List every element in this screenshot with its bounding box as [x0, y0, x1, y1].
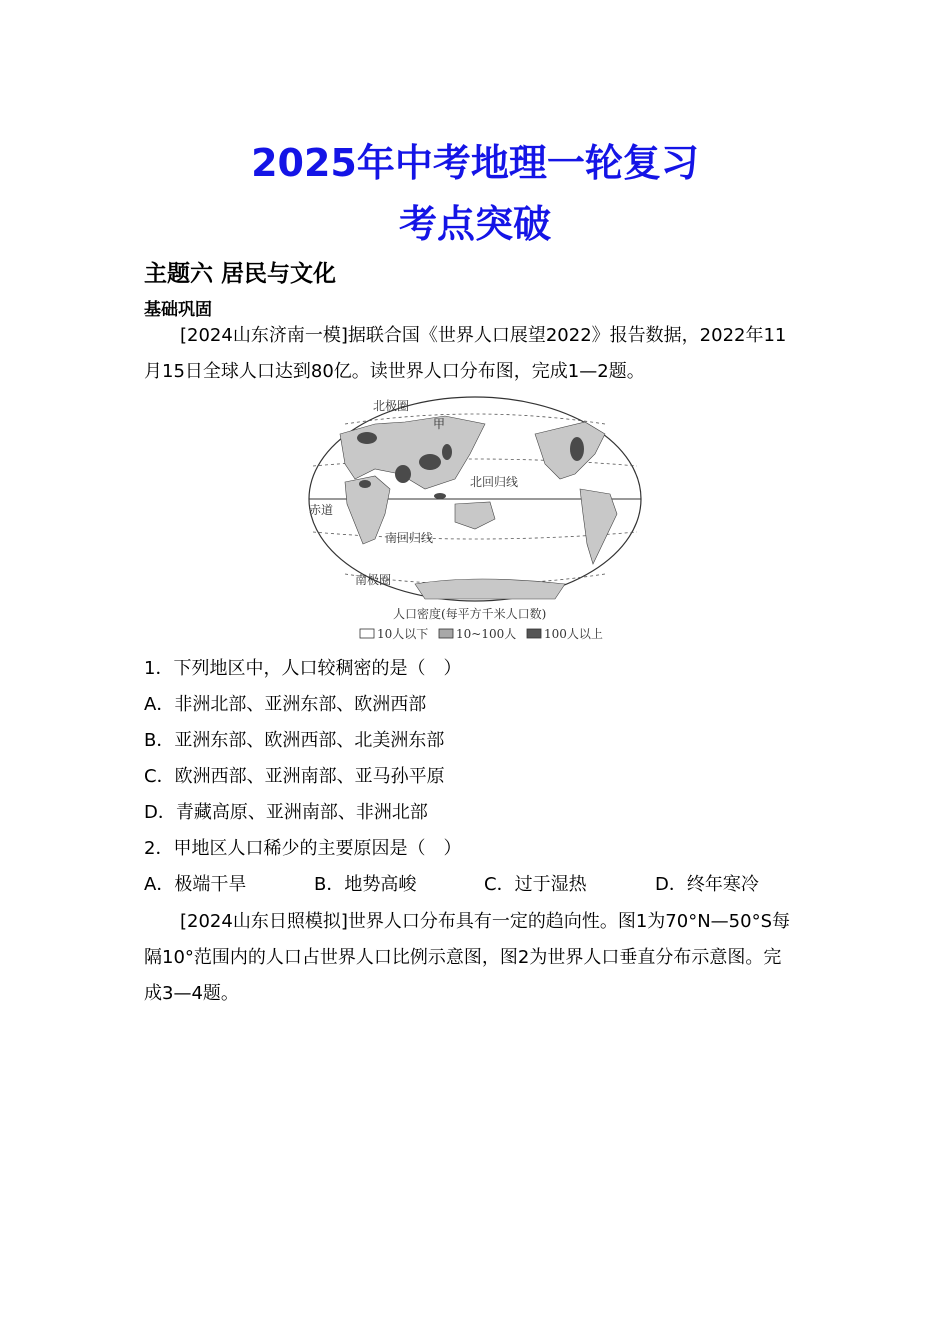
question-2-option-a: A．极端干旱: [144, 874, 247, 895]
map-figure: [305, 394, 645, 644]
intro-paragraph-2: [2024山东日照模拟]世界人口分布具有一定的趋向性。图1为70°N—50°S每隔10°范围内的人口占世界人口比例示意图，图2为世界人口垂直分布示意图。完成3—4题。: [144, 911, 791, 1004]
question-1-option-a: A．非洲北部、亚洲东部、欧洲西部: [144, 694, 427, 715]
document-subtitle: 考点突破: [398, 202, 551, 246]
legend-swatch-mid: [439, 629, 453, 638]
label-tropic-north: 北回归线: [470, 475, 519, 489]
question-1-option-c: C．欧洲西部、亚洲南部、亚马孙平原: [144, 766, 445, 787]
question-2-stem: 2．甲地区人口稀少的主要原因是（ ）: [144, 838, 462, 859]
document-title: 2025年中考地理一轮复习: [251, 141, 699, 185]
question-1-stem: 1．下列地区中，人口较稠密的是（ ）: [144, 658, 462, 679]
intro-paragraph-1: [2024山东济南一模]据联合国《世界人口展望2022》报告数据，2022年11月15日全球人口达到80亿。读世界人口分布图，完成1—2题。: [144, 325, 787, 382]
legend-label-mid: 10~100人: [456, 627, 517, 641]
label-north-pole: 北极圈: [373, 399, 410, 413]
topic-heading: 主题六 居民与文化: [144, 261, 337, 287]
label-equator: 赤道: [309, 503, 334, 517]
question-2-option-b: B．地势高峻: [314, 874, 417, 895]
legend-title: 人口密度(每平方千米人口数): [393, 607, 547, 621]
section-heading: 基础巩固: [144, 300, 212, 320]
question-1-option-d: D．青藏高原、亚洲南部、非洲北部: [144, 802, 428, 823]
legend-label-low: 10人以下: [377, 627, 429, 641]
world-population-map: [305, 394, 645, 644]
legend-swatch-low: [360, 629, 374, 638]
label-jia: 甲: [433, 417, 446, 431]
map-legend: [360, 626, 603, 641]
legend-swatch-high: [527, 629, 541, 638]
label-tropic-south: 南回归线: [385, 531, 434, 545]
label-south-pole: 南极圈: [355, 573, 392, 587]
question-2-option-d: D．终年寒冷: [655, 874, 759, 895]
question-1-option-b: B．亚洲东部、欧洲西部、北美洲东部: [144, 730, 445, 751]
question-2-option-c: C．过于湿热: [484, 874, 587, 895]
legend-label-high: 100人以上: [544, 627, 603, 641]
